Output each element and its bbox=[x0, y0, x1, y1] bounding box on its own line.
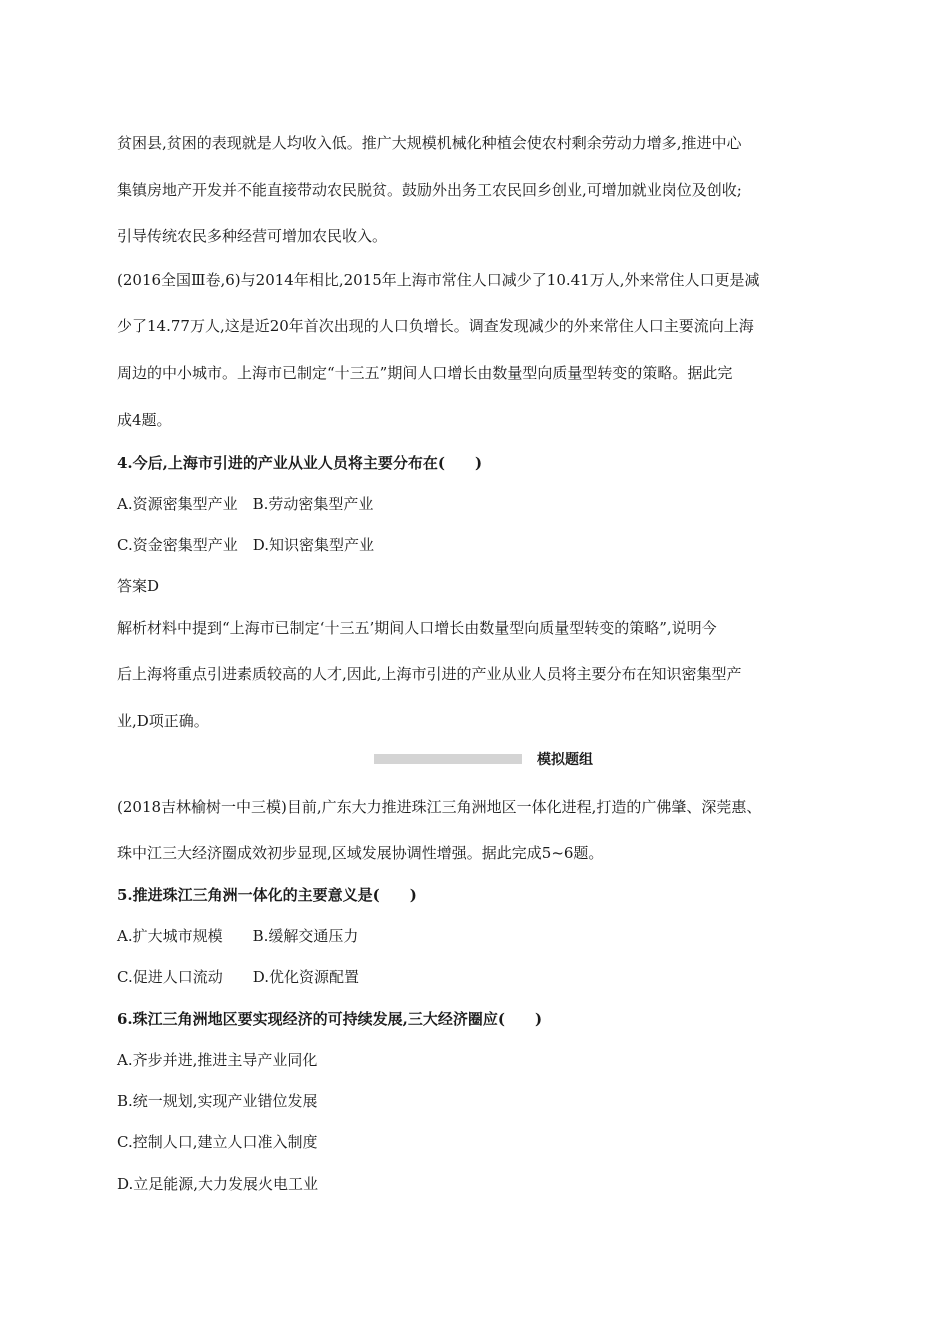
section-divider-bar bbox=[374, 754, 522, 764]
analysis-line: 解析材料中提到“上海市已制定‘十三五’期间人口增长由数量型向质量型转变的策略”,说明今 bbox=[117, 619, 717, 637]
intro-line: 引导传统农民多种经营可增加农民收入。 bbox=[117, 227, 388, 245]
passage-line: 珠中江三大经济圈成效初步显现,区域发展协调性增强。据此完成5~6题。 bbox=[117, 844, 604, 862]
question-stem: 4.今后,上海市引进的产业从业人员将主要分布在( ) bbox=[117, 454, 483, 472]
passage-line: 少了14.77万人,这是近20年首次出现的人口负增长。调查发现减少的外来常住人口主要流向上海 bbox=[117, 317, 754, 335]
options-row: C.促进人口流动 D.优化资源配置 bbox=[117, 968, 359, 986]
option-b: B.统一规划,实现产业错位发展 bbox=[117, 1092, 318, 1110]
section-title: 模拟题组 bbox=[537, 752, 593, 768]
options-row: A.扩大城市规模 B.缓解交通压力 bbox=[117, 927, 359, 945]
options-row: C.资金密集型产业 D.知识密集型产业 bbox=[117, 536, 374, 554]
answer: 答案D bbox=[117, 577, 160, 595]
passage-line: 成4题。 bbox=[117, 411, 172, 429]
options-row: A.资源密集型产业 B.劳动密集型产业 bbox=[117, 495, 374, 513]
intro-line: 贫困县,贫困的表现就是人均收入低。推广大规模机械化种植会使农村剩余劳动力增多,推进中心 bbox=[117, 134, 742, 152]
question-stem: 6.珠江三角洲地区要实现经济的可持续发展,三大经济圈应( ) bbox=[117, 1010, 543, 1028]
passage-line: (2018吉林榆树一中三模)目前,广东大力推进珠江三角洲地区一体化进程,打造的广佛肇、深莞惠、 bbox=[117, 798, 762, 816]
option-c: C.控制人口,建立人口准入制度 bbox=[117, 1133, 318, 1151]
option-a: A.齐步并进,推进主导产业同化 bbox=[117, 1051, 318, 1069]
passage-line: (2016全国Ⅲ卷,6)与2014年相比,2015年上海市常住人口减少了10.41万人,外来常住人口更是减 bbox=[117, 271, 760, 289]
analysis-line: 业,D项正确。 bbox=[117, 712, 209, 730]
passage-line: 周边的中小城市。上海市已制定“十三五”期间人口增长由数量型向质量型转变的策略。据此完 bbox=[117, 364, 733, 382]
intro-line: 集镇房地产开发并不能直接带动农民脱贫。鼓励外出务工农民回乡创业,可增加就业岗位及创收; bbox=[117, 181, 742, 199]
analysis-line: 后上海将重点引进素质较高的人才,因此,上海市引进的产业从业人员将主要分布在知识密集型产 bbox=[117, 665, 742, 683]
option-d: D.立足能源,大力发展火电工业 bbox=[117, 1175, 319, 1193]
question-stem: 5.推进珠江三角洲一体化的主要意义是( ) bbox=[117, 886, 417, 904]
